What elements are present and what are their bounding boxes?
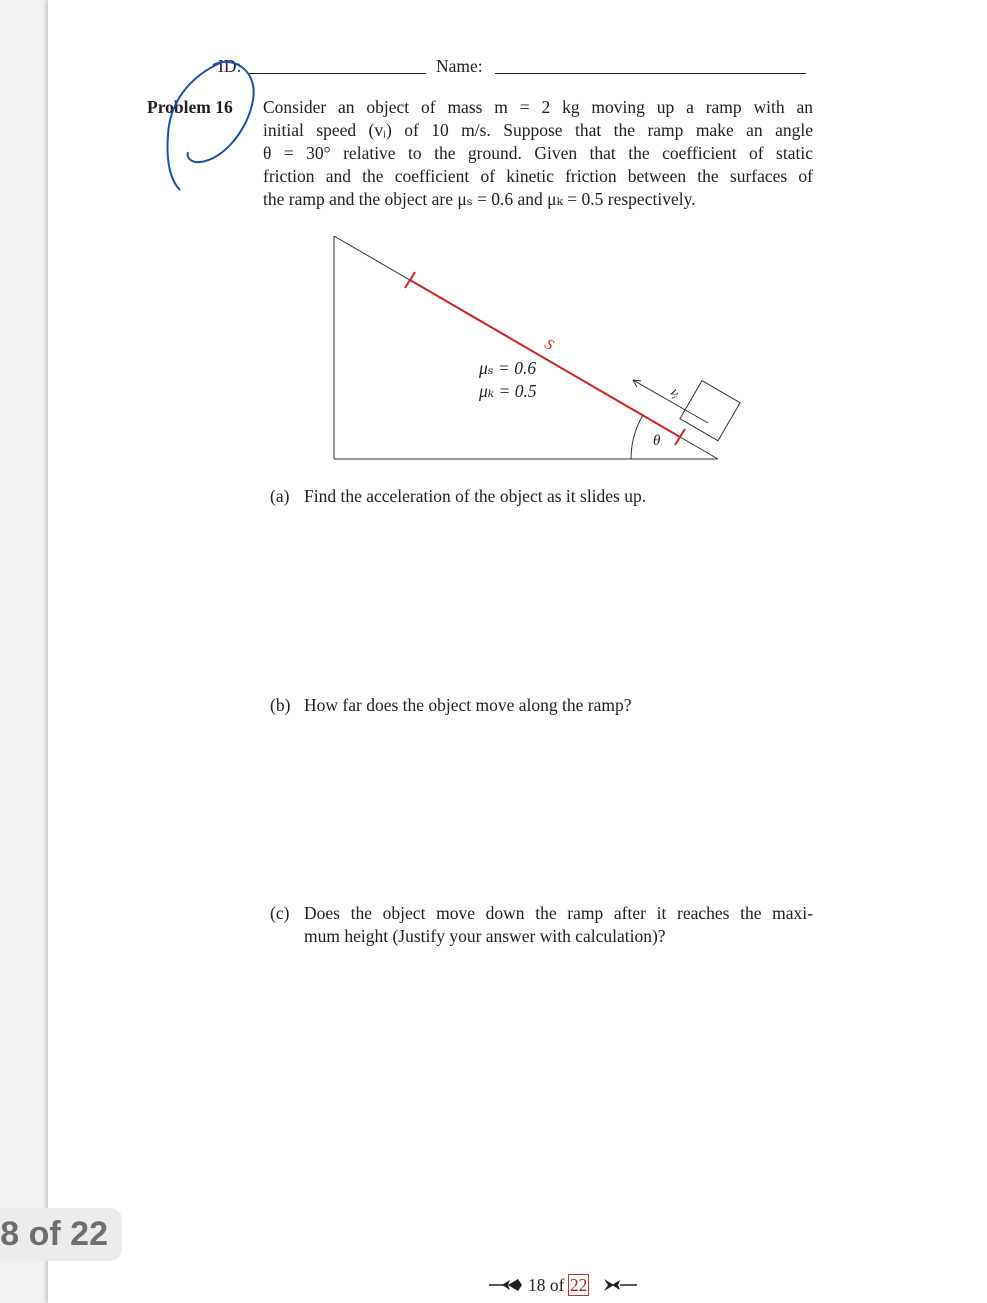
block-object — [680, 381, 740, 441]
angle-arc — [631, 415, 643, 459]
document-page — [48, 0, 987, 1303]
question-a-text: Find the acceleration of the object as it slides up. — [304, 486, 647, 506]
mu-kinetic-label: μₖ = 0.5 — [479, 381, 537, 401]
ramp-diagram — [328, 230, 748, 470]
problem-line-5: the ramp and the object are μₛ = 0.6 and μₖ = 0.5 respectively. — [263, 189, 696, 209]
viewer-page-counter: 8 of 22 — [0, 1208, 122, 1261]
question-c-line-2: mum height (Justify your answer with calculation)? — [304, 926, 666, 946]
footer-page-number: 18 of 22 — [528, 1275, 588, 1295]
id-label: ID: — [218, 56, 242, 76]
question-c-marker: (c) — [270, 903, 290, 923]
question-a-marker: (a) — [270, 486, 290, 506]
distance-tick-end — [675, 429, 685, 445]
problem-label: Problem 16 — [147, 97, 233, 117]
problem-line-2: initial speed (vᵢ) of 10 m/s. Suppose that the ramp make an angle — [263, 120, 813, 140]
left-fleuron-icon — [488, 1277, 524, 1293]
problem-line-1: Consider an object of mass m = 2 kg moving up a ramp with an — [263, 97, 813, 117]
page-footer — [488, 1275, 648, 1297]
mu-static-label: μₛ = 0.6 — [479, 358, 537, 378]
angle-theta-label: θ — [653, 433, 661, 449]
distance-path-s — [410, 280, 680, 437]
problem-line-4: friction and the coefficient of kinetic friction between the surfaces of — [263, 166, 813, 186]
distance-tick-start — [405, 272, 415, 288]
name-blank-line — [495, 73, 806, 74]
question-c-line-1: Does the object move down the ramp after it reaches the maxi- — [304, 903, 813, 923]
right-fleuron-icon — [602, 1277, 638, 1293]
problem-line-3: θ = 30° relative to the ground. Given that the coefficient of static — [263, 143, 813, 163]
footer-total-link[interactable]: 22 — [569, 1275, 588, 1295]
question-b-marker: (b) — [270, 695, 291, 715]
distance-s-label: S — [541, 336, 557, 354]
velocity-label: vᵢ — [666, 386, 684, 402]
question-b-text: How far does the object move along the ramp? — [304, 695, 632, 715]
handwritten-bracket-annotation — [158, 55, 278, 200]
name-label: Name: — [436, 56, 483, 76]
